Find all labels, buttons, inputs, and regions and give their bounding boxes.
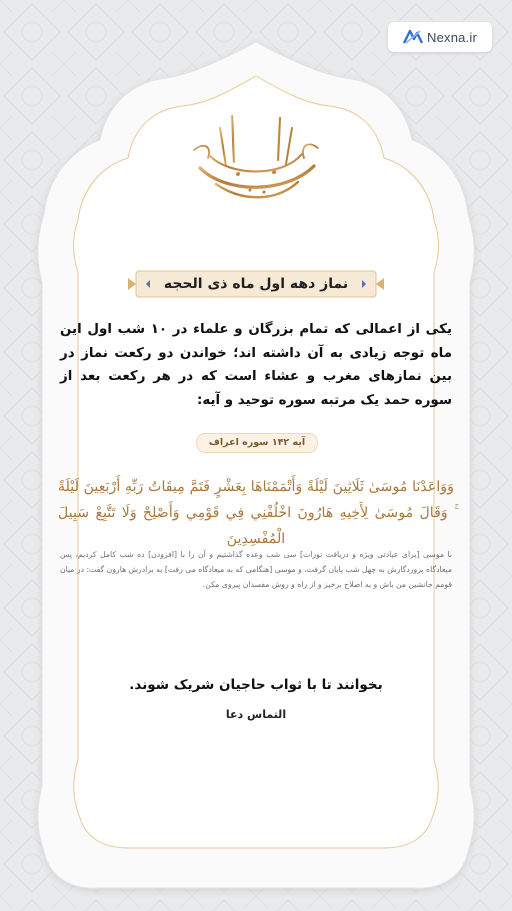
- call-to-action: بخوانند تا با ثواب حاجیان شریک شوند.: [129, 677, 383, 693]
- intro-paragraph: یکی از اعمالی که تمام بزرگان و علماء در ۱۰ شب اول این ماه توجه زیادی به آن داشته اند؛ خواندن دو رکعت نماز در بین نمازهای مغرب و عشاء است که در هر رکعت بعد از سوره حمد یک مرتبه سوره توحید و آیه:: [60, 322, 452, 408]
- verse-reference-badge: آیه ۱۴۲ سوره اعراف: [196, 433, 318, 453]
- bismillah-calligraphy: [186, 98, 326, 210]
- page-title: نماز دهه اول ماه ذی الحجه: [163, 276, 349, 292]
- quran-verse: وَوَاعَدْنَا مُوسَىٰ ثَلَاثِينَ لَيْلَةً وَأَتْمَمْنَاهَا بِعَشْرٍ فَتَمَّ مِيقَاتُ رَبِّهِ أَرْبَعِينَ لَيْلَةً ۚ وَقَالَ مُوسَىٰ لِأَخِيهِ هَارُونَ اخْلُفْنِي فِي قَوْمِي وَأَصْلِحْ وَلَا تَتَّبِعْ سَبِيلَ الْمُفْسِدِينَ: [58, 479, 454, 547]
- logo-text: Nexna.ir: [426, 29, 477, 45]
- closing-text: التماس دعا: [225, 708, 287, 721]
- verse-translation: با موسی [برای عبادتی ویژه و دریافت تورات] سی شب وعده گذاشتیم و آن را با [افزودن] ده شب کامل کردیم، پس میعادگاه پروردگارش به چهل شب پایان گرفت، و موسی [هنگامی که به میعادگاه می رفت] به برادرش هارون گفت: در میان قومم جانشین من باش و به اصلاح برخیز و از راه و روش مفسدان پیروی مکن.: [60, 550, 452, 589]
- nexna-logo[interactable]: [388, 22, 492, 52]
- nexna-logo-icon: [403, 29, 423, 45]
